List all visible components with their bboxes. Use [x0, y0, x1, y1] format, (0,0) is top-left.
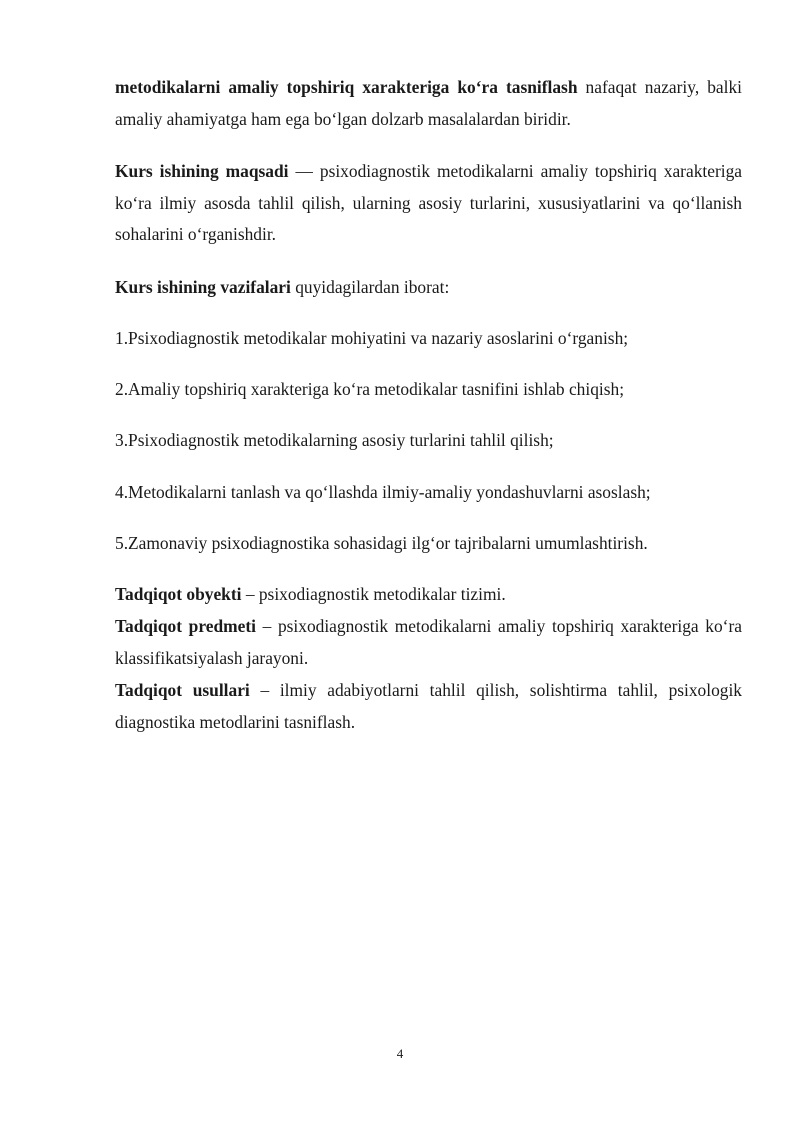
research-methods-text: – ilmiy adabiyotlarni tahlil qilish, solishtirma tahlil, psixologik diagnostika metodlarini tasniflash. — [115, 680, 742, 732]
task-item-2: 2.Amaliy topshiriq xarakteriga ko‘ra metodikalar tasnifini ishlab chiqish; — [115, 379, 625, 399]
intro-text: nafaqat nazariy, balki amaliy ahamiyatga ham ega bo‘lgan dolzarb masalalardan biridir. — [115, 77, 742, 129]
task-item-3: 3.Psixodiagnostik metodikalarning asosiy turlarini tahlil qilish; — [115, 430, 554, 450]
research-subject-heading: Tadqiqot predmeti — [115, 616, 256, 636]
research-subject-text: – psixodiagnostik metodikalarni amaliy topshiriq xarakteriga ko‘ra klassifikatsiyalash jarayoni. — [115, 616, 742, 668]
task-item-1: 1.Psixodiagnostik metodikalar mohiyatini va nazariy asoslarini o‘rganish; — [115, 328, 629, 348]
research-object-text: – psixodiagnostik metodikalar tizimi. — [241, 584, 506, 604]
page-number: 4 — [396, 1046, 404, 1061]
goal-paragraph — [115, 156, 742, 251]
tasks-heading: Kurs ishining vazifalari — [115, 277, 291, 297]
intro-paragraph — [115, 72, 742, 135]
tasks-intro-text: quyidagilardan iborat: — [290, 277, 450, 297]
task-item-4: 4.Metodikalarni tanlash va qo‘llashda ilmiy-amaliy yondashuvlarni asoslash; — [115, 482, 651, 502]
research-subject-paragraph — [115, 611, 742, 674]
research-methods-heading: Tadqiqot usullari — [115, 680, 250, 700]
research-methods-paragraph — [115, 675, 742, 738]
intro-bold-phrase: metodikalarni amaliy topshiriq xarakteriga ko‘ra tasniflash — [115, 77, 578, 97]
goal-text: — psixodiagnostik metodikalarni amaliy topshiriq xarakteriga ko‘ra ilmiy asosda tahlil qilish, ularning asosiy turlarini, xususiyatlarini va qo‘llanish sohalarini o‘rganishdir. — [115, 161, 742, 244]
goal-heading: Kurs ishining maqsadi — [115, 161, 289, 181]
research-object-paragraph — [115, 579, 742, 611]
research-object-heading: Tadqiqot obyekti — [115, 584, 242, 604]
tasks-paragraph — [115, 272, 742, 304]
task-item-5: 5.Zamonaviy psixodiagnostika sohasidagi ilg‘or tajribalarni umumlashtirish. — [115, 533, 648, 553]
